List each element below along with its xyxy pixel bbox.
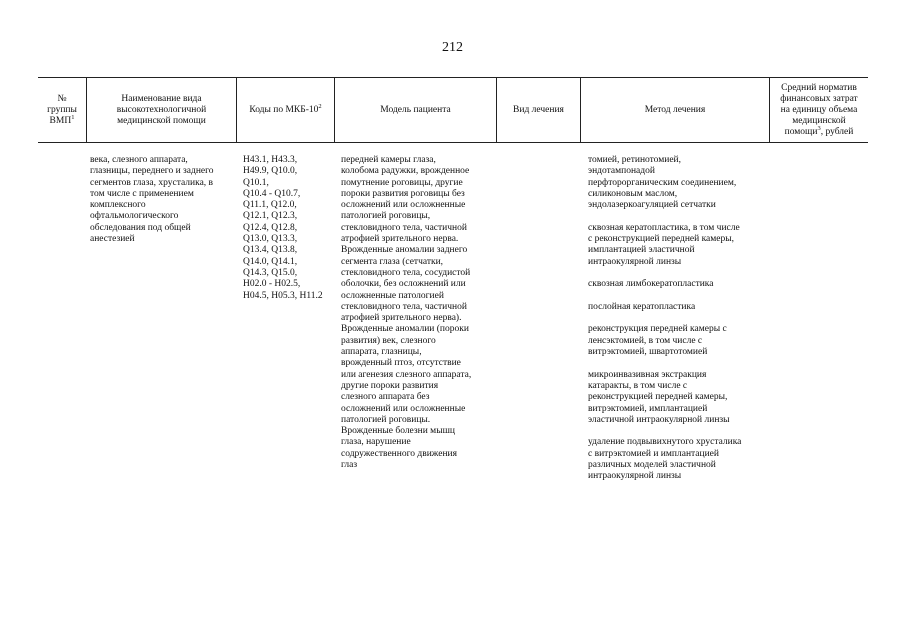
footnote-marker: 1 xyxy=(71,113,75,121)
care-name-line: глазницы, переднего и заднего xyxy=(90,166,214,177)
patient-model-line: патологией роговицы. xyxy=(341,414,431,425)
patient-model-line: или агенезия слезного аппарата, xyxy=(341,369,472,380)
treatment-method-cell xyxy=(588,155,741,483)
treatment-method-line: микроинвазивная экстракция xyxy=(588,369,707,380)
paragraph-gap xyxy=(588,211,741,222)
patient-model-line: Врожденные аномалии заднего xyxy=(341,245,468,256)
patient-model-line: атрофией зрительного нерва). xyxy=(341,313,462,324)
header-group-number-line: группы xyxy=(47,104,77,115)
treatment-method-line: эндотампонадой xyxy=(588,166,655,177)
treatment-method-line: перфторорганическим соединением, xyxy=(588,177,737,188)
patient-model-line: слезного аппарата без xyxy=(341,392,430,403)
icd-code-line: H04.5, H05.3, H11.2 xyxy=(243,290,323,301)
paragraph-gap xyxy=(588,313,741,324)
patient-model-cell xyxy=(341,155,471,471)
header-group-number-line: ВМП xyxy=(49,115,72,126)
header-cost-norm-line: помощи xyxy=(784,126,818,137)
patient-model-line: Врожденные болезни мышц xyxy=(341,426,455,437)
patient-model-line: глаза, нарушение xyxy=(341,437,411,448)
care-name-line: комплексного xyxy=(90,200,146,211)
page-number: 212 xyxy=(442,40,463,55)
icd-code-line: Q10.1, xyxy=(243,177,269,188)
icd-code-line: H49.9, Q10.0, xyxy=(243,166,298,177)
header-cost-norm-line: Средний норматив xyxy=(781,82,857,93)
icd-code-line: Q11.1, Q12.0, xyxy=(243,200,297,211)
patient-model-line: сегмента глаза (сетчатки, xyxy=(341,256,444,267)
patient-model-line: патологией роговицы, xyxy=(341,211,431,222)
treatment-method-line: послойная кератопластика xyxy=(588,301,696,312)
header-care-name-line: Наименование вида xyxy=(121,93,202,104)
care-name-line: сегментов глаза, хрусталика, в xyxy=(90,177,214,188)
patient-model-line: пороки развития роговицы без xyxy=(341,188,465,199)
icd-code-line: Q12.1, Q12.3, xyxy=(243,211,298,222)
treatment-method-line: имплантацией эластичной xyxy=(588,245,695,256)
icd-code-line: Q13.4, Q13.8, xyxy=(243,245,298,256)
patient-model-line: развития) век, слезного xyxy=(341,335,436,346)
treatment-method-line: реконструкцией передней камеры, xyxy=(588,392,728,403)
header-cost-norm-line: медицинской xyxy=(792,115,846,126)
header-care-name-line: высокотехнологичной xyxy=(116,104,207,115)
care-name-line: века, слезного аппарата, xyxy=(90,155,188,165)
header-cost-norm xyxy=(770,78,868,142)
header-treatment-method-label: Метод лечения xyxy=(644,104,706,115)
treatment-method-line: силиконовым маслом, xyxy=(588,188,678,199)
header-cost-norm-line: на единицу объема xyxy=(780,104,858,115)
header-care-name xyxy=(87,78,237,142)
patient-model-line: передней камеры глаза, xyxy=(341,155,436,165)
header-care-name-line: медицинской помощи xyxy=(117,115,206,126)
care-name-cell xyxy=(90,155,214,245)
icd-code-line: Q13.0, Q13.3, xyxy=(243,234,298,245)
care-name-line: анестезией xyxy=(90,234,135,245)
treatment-method-line: удаление подвывихнутого хрусталика xyxy=(588,437,742,448)
treatment-method-line: с витрэктомией и имплантацией xyxy=(588,448,719,459)
header-patient-model xyxy=(335,78,497,142)
patient-model-line: стекловидного тела, частичной xyxy=(341,301,467,312)
icd-code-line: Q12.4, Q12.8, xyxy=(243,222,298,233)
patient-model-line: осложнений или осложненные xyxy=(341,403,466,414)
icd-code-line: Q14.0, Q14.1, xyxy=(243,256,298,267)
icd-codes-cell xyxy=(243,155,323,302)
patient-model-line: врожденный птоз, отсутствие xyxy=(341,358,461,369)
treatment-method-line: эластичной интраокулярной линзы xyxy=(588,414,730,425)
care-name-line: обследования под общей xyxy=(90,222,191,233)
patient-model-line: осложненные патологией xyxy=(341,290,444,301)
treatment-method-line: различных моделей эластичной xyxy=(588,460,716,471)
table-header xyxy=(38,77,868,143)
header-icd-codes xyxy=(237,78,335,142)
header-icd-codes-label: Коды по МКБ-10 xyxy=(249,104,319,115)
patient-model-line: стекловидного тела, сосудистой xyxy=(341,267,471,278)
icd-code-line: Q10.4 - Q10.7, xyxy=(243,188,301,199)
treatment-method-line: витрэктомией, имплантацией xyxy=(588,403,708,414)
patient-model-line: атрофией зрительного нерва. xyxy=(341,234,459,245)
footnote-marker: 3 xyxy=(817,124,821,132)
header-cost-norm-line: финансовых затрат xyxy=(780,93,858,104)
treatment-method-line: эндолазеркоагуляцией сетчатки xyxy=(588,200,716,211)
treatment-method-line: интраокулярной линзы xyxy=(588,471,682,482)
patient-model-line: стекловидного тела, частичной xyxy=(341,222,467,233)
header-treatment-type-label: Вид лечения xyxy=(513,104,564,115)
header-group-number xyxy=(38,78,87,142)
paragraph-gap xyxy=(588,426,741,437)
treatment-method-line: витрэктомией, швартотомией xyxy=(588,347,708,358)
paragraph-gap xyxy=(588,291,741,302)
header-cost-norm-line: , рублей xyxy=(820,126,854,137)
paragraph-gap xyxy=(588,358,741,369)
care-name-line: офтальмологического xyxy=(90,211,179,222)
patient-model-line: помутнение роговицы, другие xyxy=(341,177,463,188)
treatment-method-line: томией, ретинотомией, xyxy=(588,155,682,165)
patient-model-line: аппарата, глазницы, xyxy=(341,347,422,358)
patient-model-line: колобома радужки, врожденное xyxy=(341,166,470,177)
icd-code-line: H02.0 - H02.5, xyxy=(243,279,301,290)
treatment-method-line: катаракты, в том числе с xyxy=(588,380,688,391)
patient-model-line: другие пороки развития xyxy=(341,380,439,391)
header-treatment-type xyxy=(497,78,581,142)
header-treatment-method xyxy=(581,78,770,142)
treatment-method-line: ленсэктомией, в том числе с xyxy=(588,335,703,346)
treatment-method-line: сквозная лимбокератопластика xyxy=(588,279,714,290)
icd-code-line: H43.1, H43.3, xyxy=(243,155,298,165)
patient-model-line: содружественного движения xyxy=(341,448,457,459)
paragraph-gap xyxy=(588,268,741,279)
footnote-marker: 2 xyxy=(318,102,322,110)
patient-model-line: осложнений или осложненные xyxy=(341,200,466,211)
icd-code-line: Q14.3, Q15.0, xyxy=(243,267,298,278)
patient-model-line: оболочки, без осложнений или xyxy=(341,279,466,290)
treatment-method-line: сквозная кератопластика, в том числе xyxy=(588,222,740,233)
treatment-method-line: реконструкция передней камеры с xyxy=(588,324,727,335)
care-name-line: том числе с применением xyxy=(90,188,194,199)
treatment-method-line: с реконструкцией передней камеры, xyxy=(588,234,735,245)
header-patient-model-label: Модель пациента xyxy=(380,104,451,115)
treatment-method-line: интраокулярной линзы xyxy=(588,256,682,267)
header-group-number-line: № xyxy=(57,93,67,104)
patient-model-line: Врожденные аномалии (пороки xyxy=(341,324,469,335)
patient-model-line: глаз xyxy=(341,460,358,471)
